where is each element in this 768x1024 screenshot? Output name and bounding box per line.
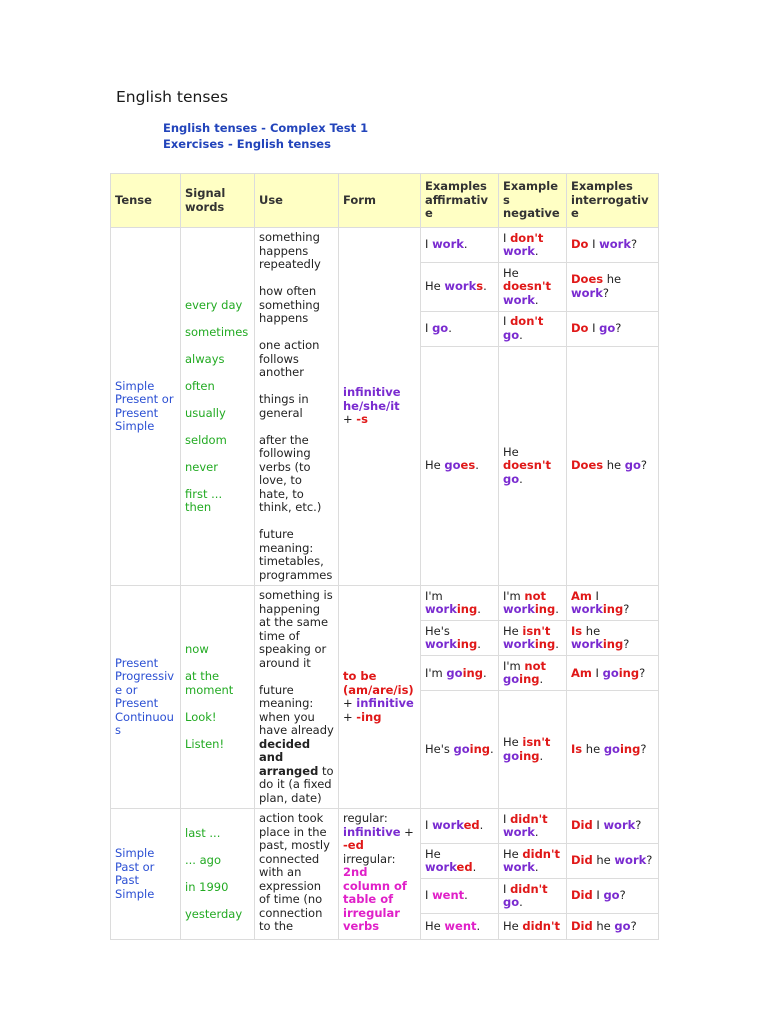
header-examples-interrogative: Examples interrogative [567,174,659,228]
example-interrogative-segment: Did [571,853,593,868]
form-line-segment: infinitive he/she/it [343,385,401,413]
example-affirmative-segment: I [425,888,433,903]
use-item-segment: action took place in the past, mostly connected with an expression of time (no connection to the [259,811,330,933]
example-negative-segment: I [503,230,511,245]
use-item-segment: after the following verbs (to love, to hate, to think, etc.) [259,432,322,514]
example-interrogative [567,809,659,844]
tense-form [339,586,421,809]
signal-word: always [185,351,225,366]
form-line-segment: -s [356,412,368,427]
example-negative-segment: I [503,314,511,329]
signal-word: now [185,642,209,656]
link-complex-test[interactable]: English tenses - Complex Test 1 [163,121,369,135]
example-negative-segment: He [503,846,523,861]
tenses-table [110,173,659,940]
example-affirmative-segment: . [477,602,481,617]
link-exercises[interactable]: Exercises - English tenses [163,137,331,151]
form-line-segment: -ing [356,709,382,724]
example-affirmative-segment: work [432,237,464,252]
example-affirmative-segment: He [425,846,441,861]
form-line-segment: irregular: [343,851,396,866]
example-negative [499,263,567,311]
example-negative [499,914,567,940]
use-item [259,684,334,806]
example-negative-segment: He [503,735,523,750]
use-item-segment: arranged [259,763,319,778]
example-interrogative-segment: work [571,637,603,652]
use-item [259,528,334,582]
example-negative-segment: isn't [522,623,551,638]
signal-word: often [185,378,215,393]
example-interrogative-segment: he [603,458,625,473]
example-negative-segment: go [503,327,520,342]
use-item-segment: something happens repeatedly [259,230,321,271]
example-negative-segment: go [503,471,520,486]
example-affirmative-segment: . [475,458,479,473]
example-negative-segment: . [519,471,523,486]
form-line [343,853,416,934]
signal-word: Look! [185,709,217,724]
example-interrogative-segment: I [592,818,604,833]
use-item [259,393,334,420]
example-affirmative [421,346,499,585]
example-negative-segment: work [503,860,535,874]
example-negative-segment: work [503,637,535,652]
example-negative-segment: work [503,244,535,259]
example-negative [499,586,567,621]
signal-word: never [185,459,218,474]
example-interrogative-segment: ? [639,665,646,680]
example-affirmative-segment: I [425,237,433,252]
header-tense: Tense [111,174,181,228]
table-row [111,809,659,844]
example-interrogative-segment: ? [640,458,648,473]
example-negative-segment: He [503,623,523,638]
example-affirmative-segment: ing [469,741,491,756]
example-negative-segment: . [534,860,539,874]
use-item-segment: how often something happens [259,284,320,325]
use-item [259,231,334,272]
tense-form [339,809,421,940]
example-affirmative-segment: ing [462,665,483,680]
example-interrogative [567,586,659,621]
signal-word: ... ago [185,852,222,867]
form-line-segment: + [343,412,357,427]
example-affirmative-segment: . [472,860,477,874]
example-interrogative-segment: ? [623,602,630,617]
form-line-segment: to be (am/are/is) [343,669,414,697]
example-affirmative-segment: . [490,741,494,756]
example-negative-segment: . [519,327,523,342]
tense-use [255,809,339,940]
example-interrogative-segment: Did [571,818,593,833]
example-negative-segment: I [503,811,511,826]
use-item-segment: future meaning: when you have already [259,682,334,737]
example-affirmative-segment: es [460,458,476,473]
example-affirmative-segment: He [425,458,445,473]
example-interrogative-segment: he [582,741,604,756]
example-negative-segment: ing [519,672,540,687]
form-line-segment: regular: [343,811,388,825]
example-negative-segment: not [524,658,547,673]
example-negative-segment: I'm [503,658,525,673]
header-examples-affirmative: Examples affirmative [421,174,499,228]
example-affirmative-segment: s [476,279,484,294]
example-negative-segment: . [539,672,544,687]
example-interrogative [567,621,659,656]
signal-word: sometimes [185,324,249,339]
example-negative-segment: work [503,602,535,617]
example-negative-segment: I [503,881,511,896]
example-interrogative-segment: Do [571,321,589,335]
example-interrogative-segment: ing [602,602,624,617]
example-negative-segment: go [503,895,520,909]
example-affirmative-segment: He's [425,623,450,638]
example-affirmative-segment: He's [425,741,454,756]
example-negative [499,621,567,656]
use-item-segment: things in general [259,392,309,420]
example-affirmative [421,691,499,809]
example-affirmative [421,844,499,879]
example-affirmative [421,914,499,940]
example-negative-segment: go [503,672,520,687]
example-interrogative-segment: ? [623,637,630,652]
example-interrogative-segment: go [624,458,641,473]
example-interrogative-segment: work [614,853,647,868]
example-affirmative-segment: work [432,818,464,833]
example-interrogative [567,691,659,809]
example-negative-segment: doesn't [503,279,551,294]
example-affirmative-segment: . [476,918,481,933]
use-item [259,812,334,934]
example-negative-segment: didn't [510,811,548,826]
example-affirmative-segment: work [425,860,457,874]
example-interrogative-segment: ing [619,741,641,756]
example-negative-segment: work [503,292,535,307]
use-item-segment: to do it (a fixed plan, date) [259,763,334,805]
form-line-segment: 2nd column of table of irregular verbs [343,865,407,933]
example-affirmative [421,656,499,691]
signal-word: Listen! [185,736,225,751]
example-affirmative-segment: He [425,279,445,294]
example-affirmative-segment: went [444,918,477,933]
form-line [343,386,416,413]
example-affirmative-segment: ed [463,818,480,833]
example-interrogative-segment: he [592,918,615,933]
example-interrogative-segment: go [599,321,616,335]
example-negative-segment: didn't [522,918,561,933]
example-affirmative [421,228,499,263]
example-affirmative-segment: I [425,321,433,335]
example-affirmative [421,621,499,656]
example-affirmative-segment: . [477,637,481,652]
example-interrogative-segment: work [571,602,603,617]
use-item-segment: future meaning: timetables, programmes [259,527,333,582]
example-affirmative-segment: . [483,279,487,294]
table-row [111,586,659,621]
example-affirmative-segment: . [448,321,452,335]
example-negative-segment: ing [534,602,556,617]
example-negative-segment: . [534,825,539,839]
tense-form [339,228,421,586]
example-interrogative-segment: he [582,623,601,638]
example-interrogative-segment: he [592,853,615,868]
example-negative-segment: isn't [522,735,551,750]
example-interrogative-segment: I [592,888,604,903]
example-negative-segment: not [524,588,547,603]
table-body [111,228,659,940]
example-affirmative [421,809,499,844]
example-interrogative [567,656,659,691]
example-interrogative-segment: work [571,285,603,300]
tense-use [255,228,339,586]
example-affirmative [421,879,499,914]
example-interrogative-segment: I [591,665,603,680]
form-line [343,812,416,853]
tense-use [255,586,339,809]
example-interrogative-segment: go [603,741,620,756]
example-negative [499,228,567,263]
use-item-segment: decided [259,736,311,751]
use-item-segment: and [259,750,284,764]
example-interrogative-segment: Is [571,741,583,756]
header-use: Use [255,174,339,228]
example-negative-segment: He [503,265,519,280]
example-interrogative [567,311,659,346]
form-line-segment: -ed [343,838,364,852]
example-negative-segment: . [534,244,539,259]
example-interrogative [567,879,659,914]
table-row [111,228,659,263]
example-interrogative-segment: ing [602,637,624,652]
example-interrogative-segment: I [588,321,600,335]
example-interrogative-segment: he [603,272,622,287]
example-negative-segment: don't [510,314,544,329]
tense-name: Simple Present or Present Simple [111,228,181,586]
example-interrogative-segment: ing [618,665,640,680]
signal-word: seldom [185,432,227,447]
example-interrogative [567,263,659,311]
example-interrogative-segment: Is [571,623,583,638]
header-examples-negative: Examples negative [499,174,567,228]
example-negative-segment: . [519,895,523,909]
example-affirmative-segment: . [482,665,487,680]
example-negative-segment: He [503,918,523,933]
example-negative [499,656,567,691]
tense-name: Present Progressive or Present Continuous [111,586,181,809]
example-negative-segment: ing [534,637,556,652]
example-affirmative-segment: go [446,665,463,680]
example-interrogative-segment: ? [619,888,626,903]
example-affirmative-segment: went [432,888,465,903]
example-interrogative-segment: ? [646,853,653,868]
example-negative-segment: I'm [503,588,525,603]
example-negative [499,809,567,844]
example-interrogative-segment: Do [571,237,589,252]
example-negative [499,311,567,346]
example-interrogative-segment: Does [571,458,604,473]
example-negative-segment: don't [510,230,544,245]
signal-words [181,228,255,586]
example-interrogative-segment: go [602,665,619,680]
example-negative-segment: . [534,292,539,307]
example-affirmative-segment: ing [456,602,478,617]
example-interrogative-segment: ? [640,741,647,756]
signal-word: yesterday [185,906,243,921]
form-line-segment: + [400,824,414,839]
form-line-segment: + [343,696,357,710]
example-interrogative-segment: Did [571,888,593,903]
example-affirmative-segment: work [425,602,457,617]
signal-word: first ... then [185,486,223,514]
example-interrogative-segment: ? [615,321,622,335]
example-negative-segment: work [503,825,535,839]
example-interrogative [567,346,659,585]
example-affirmative-segment: I [425,818,433,833]
use-item [259,285,334,326]
use-item-segment: one action follows another [259,338,320,379]
example-negative [499,844,567,879]
signal-word: every day [185,297,243,312]
example-negative [499,346,567,585]
use-item [259,434,334,515]
example-negative-segment: . [555,637,559,652]
form-line [343,670,416,724]
example-interrogative [567,228,659,263]
example-negative-segment: didn't [522,846,561,861]
example-affirmative-segment: go [453,741,470,756]
example-affirmative-segment: . [463,237,468,252]
example-affirmative [421,263,499,311]
form-line-segment: + [343,709,357,724]
example-negative-segment: He [503,444,519,459]
form-line [343,413,416,427]
example-interrogative-segment: go [603,888,620,903]
example-negative-segment: . [555,602,559,617]
example-interrogative-segment: go [614,918,631,933]
example-interrogative-segment: I [588,237,600,252]
form-line-segment: infinitive [356,696,414,710]
example-interrogative-segment: ? [635,818,642,833]
example-interrogative-segment: ? [630,918,637,933]
example-negative-segment: ing [519,748,540,763]
form-line-segment: infinitive [343,824,401,839]
example-interrogative-segment: Does [571,272,604,287]
example-affirmative-segment: I'm [425,665,447,680]
example-interrogative-segment: Am [571,665,592,680]
page-title: English tenses [116,88,229,106]
example-affirmative [421,586,499,621]
example-affirmative-segment: go [432,321,449,335]
example-affirmative [421,311,499,346]
example-affirmative-segment: I'm [425,588,443,603]
use-item-segment: something is happening at the same time of speaking or around it [259,588,333,670]
example-interrogative-segment: Did [571,918,593,933]
signal-word: usually [185,405,226,420]
header-signal-words: Signal words [181,174,255,228]
example-affirmative-segment: go [444,458,461,473]
example-interrogative-segment: ? [602,285,609,300]
signal-word: in 1990 [185,879,229,894]
example-affirmative-segment: work [444,279,477,294]
example-negative-segment: . [539,748,544,763]
example-negative-segment: go [503,748,520,763]
example-affirmative-segment: ed [456,860,473,874]
use-item [259,339,334,380]
signal-word: last ... [185,825,221,840]
signal-words [181,586,255,809]
table-header-row [111,174,659,228]
example-interrogative-segment: I [591,588,599,603]
example-interrogative-segment: Am [571,588,592,603]
example-affirmative-segment: . [479,818,484,833]
example-negative [499,691,567,809]
use-item [259,589,334,670]
example-interrogative-segment: ? [631,237,638,252]
example-affirmative-segment: work [425,637,457,652]
example-interrogative [567,844,659,879]
example-negative-segment: doesn't [503,458,551,473]
tense-name: Simple Past or Past Simple [111,809,181,940]
signal-word: at the moment [185,669,234,697]
example-interrogative-segment: work [599,237,632,252]
header-form: Form [339,174,421,228]
example-affirmative-segment: . [464,888,468,903]
example-interrogative [567,914,659,940]
example-negative [499,879,567,914]
example-negative-segment: didn't [510,881,548,896]
example-affirmative-segment: He [425,918,445,933]
example-affirmative-segment: ing [456,637,478,652]
example-interrogative-segment: work [603,818,636,833]
signal-words [181,809,255,940]
